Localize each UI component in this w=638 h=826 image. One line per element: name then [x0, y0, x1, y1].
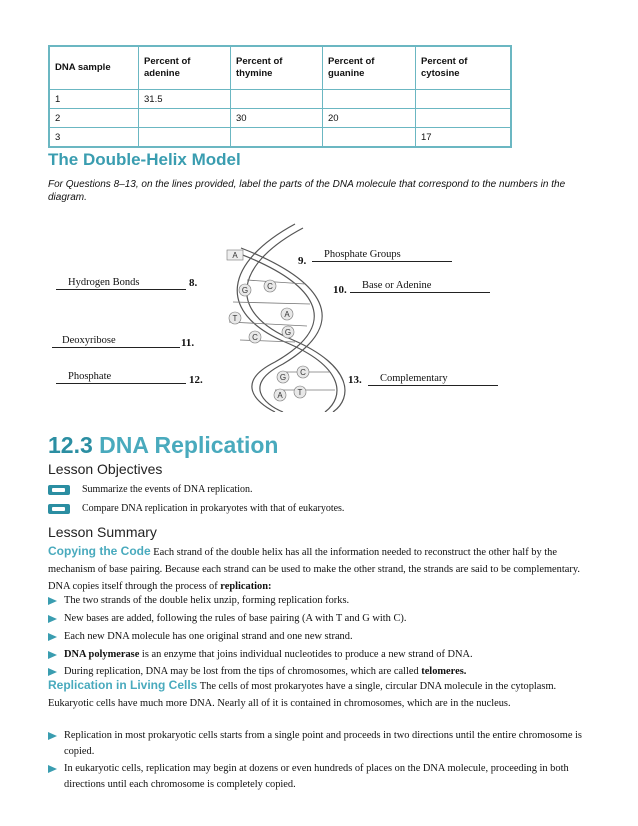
- section-number: 12.3: [48, 432, 93, 458]
- table-cell: 17: [416, 128, 512, 148]
- helix-strand-inner: [241, 248, 322, 412]
- triangle-bullet-icon: [48, 668, 57, 676]
- label-number: 11.: [181, 337, 195, 349]
- answer-field-9[interactable]: Phosphate Groups: [312, 248, 452, 262]
- triangle-bullet-icon: [48, 633, 57, 641]
- label-number: 10.: [333, 284, 347, 296]
- table-row: [49, 128, 511, 148]
- paragraph-text: Each strand of the double helix has all the information needed to reconstruct the other half by the mechanism of base pairing. Because each strand can be used to make the other strand, the strands are said to be complementary. DNA copies itself through the process of: [48, 547, 580, 592]
- list-item: [48, 611, 588, 627]
- objective-item: [48, 503, 344, 514]
- table-cell[interactable]: [416, 109, 512, 128]
- list-text: The two strands of the double helix unzip, forming replication forks.: [64, 595, 350, 606]
- summary-heading: Lesson Summary: [48, 524, 157, 540]
- section-name: DNA Replication: [99, 432, 279, 458]
- table-cell[interactable]: [323, 128, 416, 148]
- list-item: [48, 593, 588, 609]
- list-item: [48, 629, 588, 645]
- table-header-cell: Percent of adenine: [139, 46, 231, 90]
- base-label: T: [232, 314, 238, 323]
- table-cell: 31.5: [139, 90, 231, 109]
- living-cells-paragraph: [48, 677, 590, 712]
- list-text: New bases are added, following the rules of base pairing (A with T and G with C).: [64, 613, 407, 624]
- paragraph-text: The cells of most prokaryotes have a single, circular DNA molecule in the cytoplasm. Eukaryotic cells have much more DNA. Nearly all of it is contained in chromosomes, which are in the nucleus.: [48, 681, 557, 709]
- answer-field-13[interactable]: Complementary: [368, 372, 498, 386]
- table-cell[interactable]: [139, 109, 231, 128]
- table-cell: 3: [49, 128, 139, 148]
- list-text: Replication in most prokaryotic cells starts from a single point and proceeds in two directions until the entire chromosome is copied.: [64, 730, 582, 757]
- triangle-bullet-icon: [48, 597, 57, 605]
- answer-field-12[interactable]: Phosphate: [56, 370, 186, 384]
- base-label: A: [277, 391, 283, 400]
- triangle-bullet-icon: [48, 651, 57, 659]
- table-header-cell: Percent of guanine: [323, 46, 416, 90]
- label-number: 8.: [189, 277, 198, 289]
- inline-heading: Copying the Code: [48, 544, 151, 558]
- objective-text: Compare DNA replication in prokaryotes with that of eukaryotes.: [82, 503, 345, 514]
- chapter-section-heading: [48, 432, 278, 459]
- list-text: is an enzyme that joins individual nucleotides to produce a new strand of DNA.: [139, 649, 473, 660]
- objective-text: Summarize the events of DNA replication.: [82, 484, 253, 495]
- key-term: DNA polymerase: [64, 649, 140, 660]
- copying-paragraph: [48, 543, 590, 595]
- table-header-cell: Percent of thymine: [231, 46, 323, 90]
- base-label: C: [267, 282, 273, 291]
- triangle-bullet-icon: [48, 615, 57, 623]
- list-text: Each new DNA molecule has one original strand and one new strand.: [64, 631, 353, 642]
- table-cell: 30: [231, 109, 323, 128]
- table-header-cell: Percent of cytosine: [416, 46, 512, 90]
- table-cell: 2: [49, 109, 139, 128]
- key-term: telomeres.: [421, 666, 467, 677]
- list-item: [48, 761, 588, 793]
- base-label: A: [284, 310, 290, 319]
- base-label: G: [279, 373, 287, 382]
- table-header-cell: DNA sample: [49, 46, 139, 90]
- key-icon: [48, 485, 70, 495]
- dna-sample-table: [48, 45, 512, 148]
- objective-item: [48, 484, 253, 495]
- key-icon: [48, 504, 70, 514]
- answer-field-8[interactable]: Hydrogen Bonds: [56, 276, 186, 290]
- inline-heading: Replication in Living Cells: [48, 678, 198, 692]
- table-cell: 20: [323, 109, 416, 128]
- table-cell: 1: [49, 90, 139, 109]
- table-cell[interactable]: [323, 90, 416, 109]
- answer-field-11[interactable]: Deoxyribose: [52, 334, 180, 348]
- section-title: The Double-Helix Model: [48, 150, 241, 169]
- table-row: [49, 109, 511, 128]
- list-item: [48, 647, 588, 663]
- list-text: In eukaryotic cells, replication may begin at dozens or even hundreds of places on the DNA molecule, proceeding in both directions until each chromosome is completely copied.: [64, 763, 569, 790]
- label-number: 13.: [348, 374, 362, 386]
- triangle-bullet-icon: [48, 732, 57, 740]
- base-label: C: [252, 333, 258, 342]
- label-number: 9.: [298, 255, 307, 267]
- base-label: G: [241, 286, 249, 295]
- table-cell[interactable]: [231, 90, 323, 109]
- key-term: replication:: [220, 581, 272, 592]
- base-label: A: [232, 251, 238, 260]
- label-number: 12.: [189, 374, 203, 386]
- table-header-row: [49, 46, 511, 90]
- list-text: During replication, DNA may be lost from the tips of chromosomes, which are called: [64, 666, 422, 677]
- instructions-text: For Questions 8–13, on the lines provided, label the parts of the DNA molecule that correspond to the numbers in the diagram.: [48, 179, 566, 203]
- objectives-heading: Lesson Objectives: [48, 461, 163, 477]
- table-row: [49, 90, 511, 109]
- list-item: [48, 728, 588, 760]
- triangle-bullet-icon: [48, 765, 57, 773]
- table-cell[interactable]: [139, 128, 231, 148]
- table-cell[interactable]: [231, 128, 323, 148]
- answer-field-10[interactable]: Base or Adenine: [350, 279, 490, 293]
- table-cell[interactable]: [416, 90, 512, 109]
- base-label: G: [284, 328, 292, 337]
- base-label: C: [300, 368, 306, 377]
- base-label: T: [297, 388, 303, 397]
